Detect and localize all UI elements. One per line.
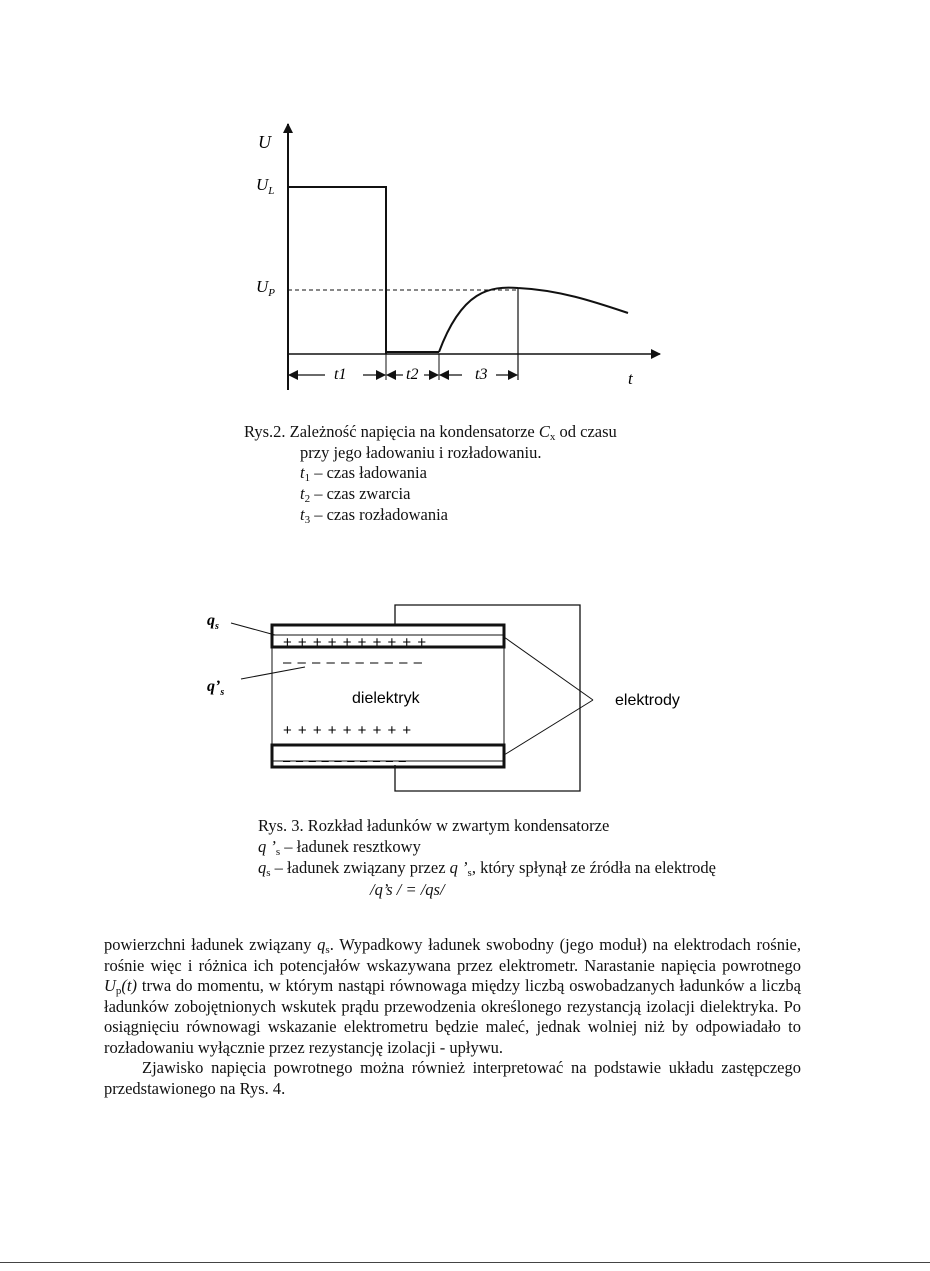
bottom-minus-charges: – – – – – – – – – – [283, 753, 407, 768]
page-bottom-rule [0, 1262, 930, 1263]
dielectric-label: dielektryk [352, 690, 420, 707]
charging-pulse [288, 187, 386, 354]
fig2-legend-t1: $t_1$ – czas ładowania [300, 463, 427, 484]
fig2-legend-t2: $t_2$ – czas zwarcia [300, 484, 411, 505]
level-ul-label: $U_L$ [256, 175, 275, 197]
body-text [104, 935, 801, 1099]
short-circuit-wire [395, 605, 580, 791]
fig3-caption-line2: q $’_s$ – ładunek resztkowy [258, 837, 421, 858]
electrodes-label: elektrody [615, 692, 680, 709]
level-up-label: $U_P$ [256, 277, 276, 299]
qs-pointer [231, 623, 275, 635]
fig2-caption-line1: Rys.2. Zależność napięcia na kondensatorze $C_x$ od czasu [244, 422, 617, 443]
t3-label: t3 [475, 366, 488, 383]
fig3-equation: /q’s / = /qs/ [370, 880, 445, 899]
qps-label: $q’_s$ [207, 678, 225, 698]
voltage-time-diagram [200, 110, 680, 395]
residual-minus-charges: – – – – – – – – – – [283, 654, 423, 671]
fig2-caption-line2: przy jego ładowaniu i rozładowaniu. [300, 443, 542, 462]
fig3-caption-line3: $q_s$ – ładunek związany przez q $’_s$, który spłynął ze źródła na elektrodę [258, 858, 717, 879]
paragraph-2: Zjawisko napięcia powrotnego można również interpretować na podstawie układu zastępczego przedstawionego na Rys. 4. [104, 1058, 801, 1098]
fig3-caption-line1: Rys. 3. Rozkład ładunków w zwartym kondensatorze [258, 816, 610, 835]
lower-plus-charges: + + + + + + + + + [283, 722, 413, 739]
capacitor-charge-diagram [195, 595, 715, 805]
t2-label: t2 [406, 366, 419, 383]
axis-t-label: t [628, 369, 633, 388]
qs-label: $q_s$ [207, 612, 219, 632]
axis-u-label: U [258, 132, 271, 152]
fig2-legend-t3: $t_3$ – czas rozładowania [300, 505, 448, 526]
paragraph-1: powierzchni ładunek związany $q_s$. Wypadkowy ładunek swobodny (jego moduł) na elektrodach rośnie, rośnie więc i różnica ich potencjałów wskazywana przez elektrometr. Narastanie napięcia powrotnego $U_p(t)$ trwa do momentu, w którym nastąpi równowaga między liczbą oswobadzanych ładunków a liczbą ładunków zobojętnionych wskutek prądu przewodzenia określonego rezystancją izolacji dielektryka. Po osiągnięciu równowagi wskazanie elektrometru będzie maleć, jednak wolniej niż by odpowiadało to rozładowaniu wyłącznie przez rezystancję izolacji - upływu. [104, 935, 801, 1057]
surface-plus-charges: + + + + + + + + + + [283, 634, 428, 651]
t1-label: t1 [334, 366, 347, 383]
return-voltage-curve [439, 288, 628, 352]
